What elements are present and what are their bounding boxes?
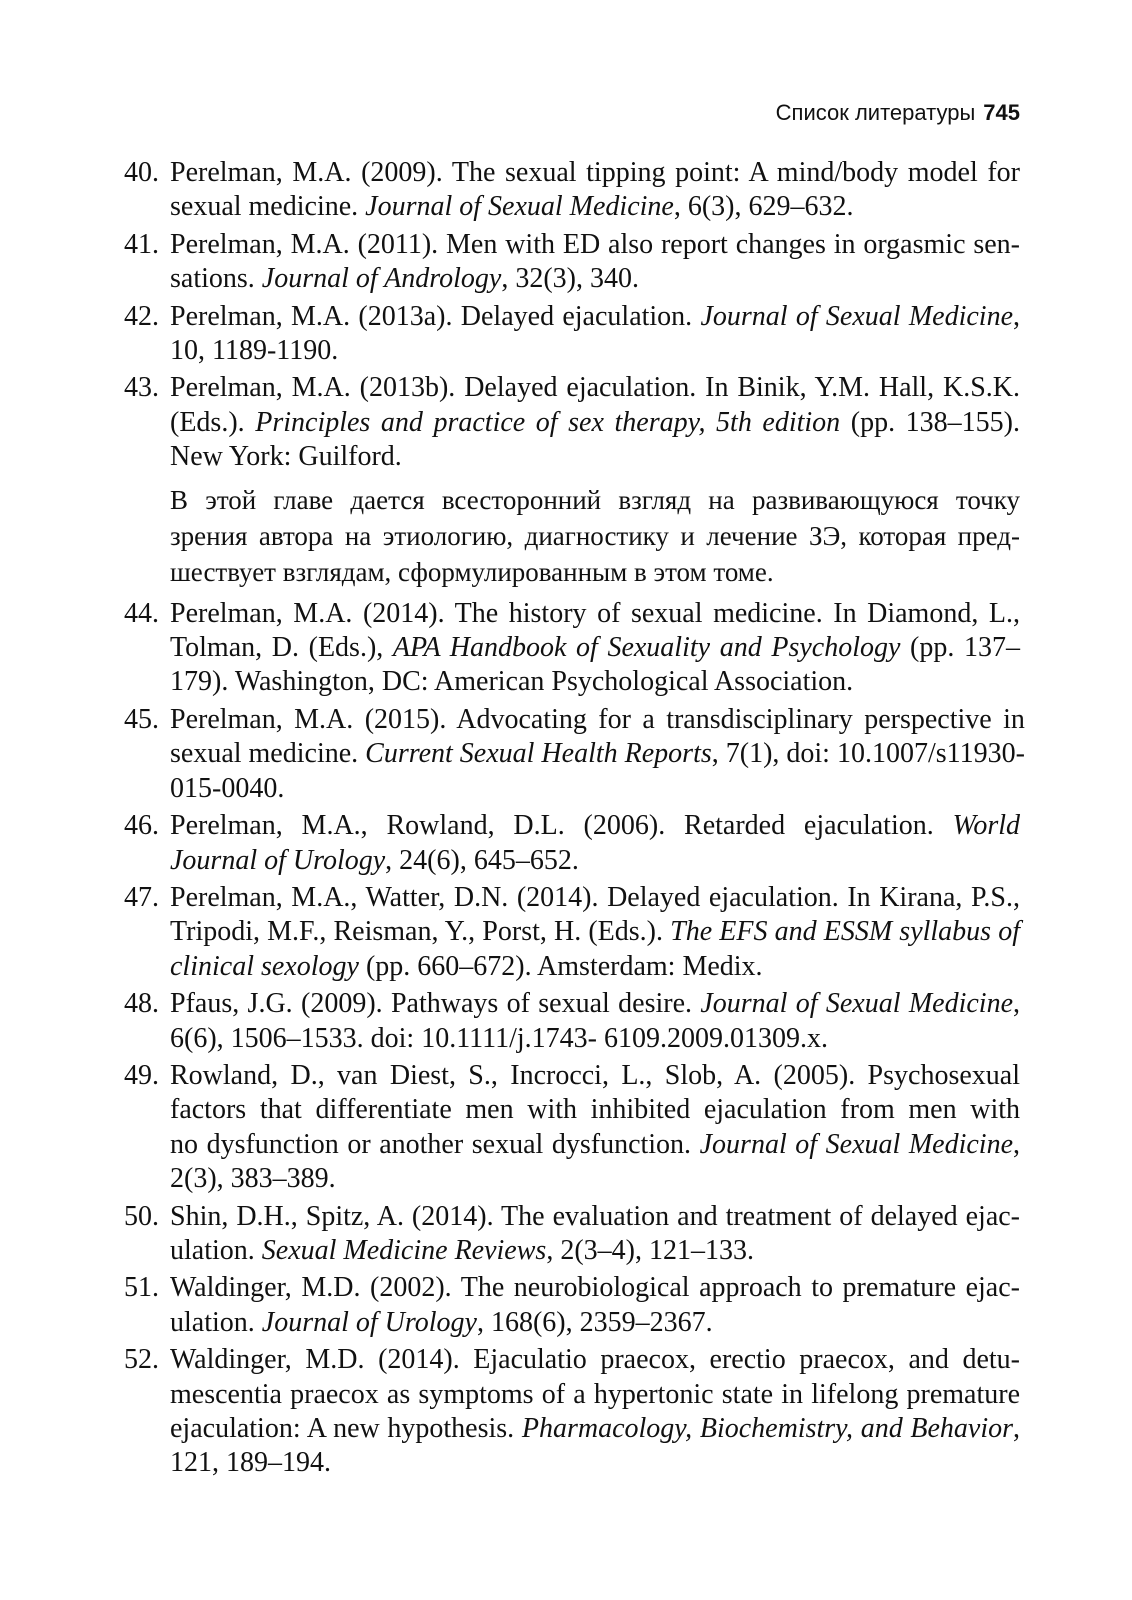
reference-line: Perelman, M.A. (2015). Advocating for a transdisciplinary perspective in xyxy=(170,703,1025,735)
reference-line: sexual medicine. Current Sexual Health Reports, 7(1), doi: 10.1007/s11930- xyxy=(170,738,1025,770)
journal-title: clinical sexology xyxy=(170,950,359,982)
reference-line: clinical sexology (pp. 660–672). Amsterdam: Medix. xyxy=(170,950,763,982)
reference-text xyxy=(170,597,1020,700)
reference-text xyxy=(170,300,1020,369)
reference-line: ulation. Journal of Urology, 168(6), 2359–2367. xyxy=(170,1306,713,1338)
reference-line: ulation. Sexual Medicine Reviews, 2(3–4), 121–133. xyxy=(170,1234,754,1266)
reference-line: sexual medicine. Journal of Sexual Medicine, 6(3), 629–632. xyxy=(170,191,854,223)
journal-title: The EFS and ESSM syllabus of xyxy=(670,916,1020,948)
reference-text xyxy=(170,881,1020,984)
reference-text xyxy=(170,228,1020,297)
reference-number: 52. xyxy=(124,1344,159,1376)
reference-item xyxy=(115,881,1020,984)
annotation-line: шествует взглядам, сформулированным в этом томе. xyxy=(170,556,774,587)
journal-title: APA Handbook of Sexuality and Psychology xyxy=(392,632,901,664)
reference-item xyxy=(115,809,1020,878)
journal-title: Journal of Sexual Medicine xyxy=(365,191,674,223)
reference-line: Perelman, M.A. (2014). The history of sexual medicine. In Diamond, L., xyxy=(170,597,1020,629)
reference-item xyxy=(115,1059,1020,1197)
reference-line: sations. Journal of Andrology, 32(3), 340. xyxy=(170,263,639,295)
running-header xyxy=(776,100,1020,126)
reference-line: 179). Washington, DC: American Psychological Association. xyxy=(170,666,854,698)
reference-text xyxy=(170,371,1020,474)
reference-line: 6(6), 1506–1533. doi: 10.1111/j.1743- 6109.2009.01309.x. xyxy=(170,1022,828,1054)
journal-title: Sexual Medicine Reviews xyxy=(261,1234,547,1266)
reference-text xyxy=(170,156,1020,225)
reference-number: 41. xyxy=(124,228,159,260)
reference-line: Tripodi, M.F., Reisman, Y., Porst, H. (Eds.). The EFS and ESSM syllabus of xyxy=(170,916,1020,948)
reference-text xyxy=(170,987,1020,1056)
journal-title: Journal of Sexual Medicine xyxy=(700,988,1013,1020)
reference-line: Perelman, M.A. (2013a). Delayed ejaculation. Journal of Sexual Medicine, xyxy=(170,300,1021,332)
reference-line: New York: Guilford. xyxy=(170,441,402,473)
reference-item xyxy=(115,300,1020,369)
journal-title: Pharmacology, Biochemistry, and Behavior xyxy=(521,1413,1014,1444)
reference-text xyxy=(170,1343,1020,1481)
reference-item xyxy=(115,371,1020,474)
reference-number: 40. xyxy=(124,157,159,188)
reference-text xyxy=(170,1271,1020,1340)
reference-number: 47. xyxy=(124,881,159,913)
reference-item xyxy=(115,228,1020,297)
reference-text xyxy=(170,1059,1020,1197)
reference-line: Journal of Urology, 24(6), 645–652. xyxy=(170,844,579,876)
reference-line: Shin, D.H., Spitz, A. (2014). The evaluation and treatment of delayed ejac- xyxy=(170,1200,1020,1232)
reference-item xyxy=(115,703,1025,806)
reference-line: ejaculation: A new hypothesis. Pharmacology, Biochemistry, and Behavior, xyxy=(170,1413,1021,1444)
page-number: 745 xyxy=(983,100,1020,125)
reference-number: 46. xyxy=(124,810,159,842)
reference-line: Rowland, D., van Diest, S., Incrocci, L., Slob, A. (2005). Psychosexual xyxy=(170,1059,1020,1091)
reference-line: Perelman, M.A. (2011). Men with ED also report changes in orgasmic sen- xyxy=(170,228,1020,260)
annotation-line: зрения автора на этиологию, диагностику и лечение ЗЭ, которая пред- xyxy=(170,520,1020,551)
journal-title: Journal of Sexual Medicine xyxy=(700,300,1014,332)
reference-line: Perelman, M.A. (2013b). Delayed ejaculation. In Binik, Y.M. Hall, K.S.K. xyxy=(170,372,1020,404)
header-title: Список литературы xyxy=(775,100,976,125)
reference-line: Tolman, D. (Eds.), APA Handbook of Sexuality and Psychology (pp. 137– xyxy=(170,632,1020,664)
journal-title: Journal of Sexual Medicine xyxy=(699,1128,1014,1160)
reference-line: factors that differentiate men with inhibited ejaculation from men with xyxy=(170,1094,1020,1126)
reference-number: 51. xyxy=(124,1272,159,1304)
reference-number: 45. xyxy=(124,703,159,735)
reference-number: 42. xyxy=(124,300,159,332)
journal-title: Journal of Urology xyxy=(170,844,386,876)
reference-number: 48. xyxy=(124,988,159,1020)
reference-line: Waldinger, M.D. (2002). The neurobiological approach to premature ejac- xyxy=(170,1272,1020,1304)
reference-number: 50. xyxy=(124,1200,159,1232)
reference-line: 2(3), 383–389. xyxy=(170,1163,336,1195)
reference-annotation xyxy=(170,482,1020,590)
reference-number: 44. xyxy=(124,597,159,629)
reference-item xyxy=(115,1271,1020,1340)
reference-line: mescentia praecox as symptoms of a hypertonic state in lifelong premature xyxy=(170,1378,1020,1410)
reference-list xyxy=(115,156,1025,1484)
journal-title: Current Sexual Health Reports xyxy=(365,738,712,770)
journal-title: Journal of Andrology xyxy=(261,263,502,295)
reference-line: 121, 189–194. xyxy=(170,1447,331,1479)
reference-line: 015-0040. xyxy=(170,772,285,804)
reference-item xyxy=(115,987,1020,1056)
journal-title: World xyxy=(952,810,1020,842)
reference-line: Perelman, M.A., Watter, D.N. (2014). Delayed ejaculation. In Kirana, P.S., xyxy=(170,881,1020,913)
reference-line: (Eds.). Principles and practice of sex therapy, 5th edition (pp. 138–155). xyxy=(170,406,1020,438)
reference-line: Pfaus, J.G. (2009). Pathways of sexual desire. Journal of Sexual Medicine, xyxy=(170,988,1020,1020)
reference-line: no dysfunction or another sexual dysfunction. Journal of Sexual Medicine, xyxy=(170,1128,1021,1160)
reference-item xyxy=(115,597,1020,700)
reference-number: 49. xyxy=(124,1059,159,1091)
reference-item xyxy=(115,1343,1020,1481)
journal-title: Principles and practice of sex therapy, 5th edition xyxy=(255,406,841,438)
reference-text xyxy=(170,1200,1020,1269)
reference-item xyxy=(115,1200,1020,1269)
reference-line: 10, 1189-1190. xyxy=(170,335,339,367)
journal-title: Journal of Urology xyxy=(261,1306,477,1338)
reference-line: Perelman, M.A. (2009). The sexual tipping point: A mind/body model for xyxy=(170,157,1020,188)
reference-line: Waldinger, M.D. (2014). Ejaculatio praecox, erectio praecox, and detu- xyxy=(170,1344,1020,1376)
reference-number: 43. xyxy=(124,372,159,404)
reference-item xyxy=(115,156,1020,225)
reference-text xyxy=(170,809,1020,878)
annotation-line: В этой главе дается всесторонний взгляд на развивающуюся точку xyxy=(170,484,1020,515)
reference-text xyxy=(170,703,1025,806)
reference-line: Perelman, M.A., Rowland, D.L. (2006). Retarded ejaculation. World xyxy=(170,810,1020,842)
